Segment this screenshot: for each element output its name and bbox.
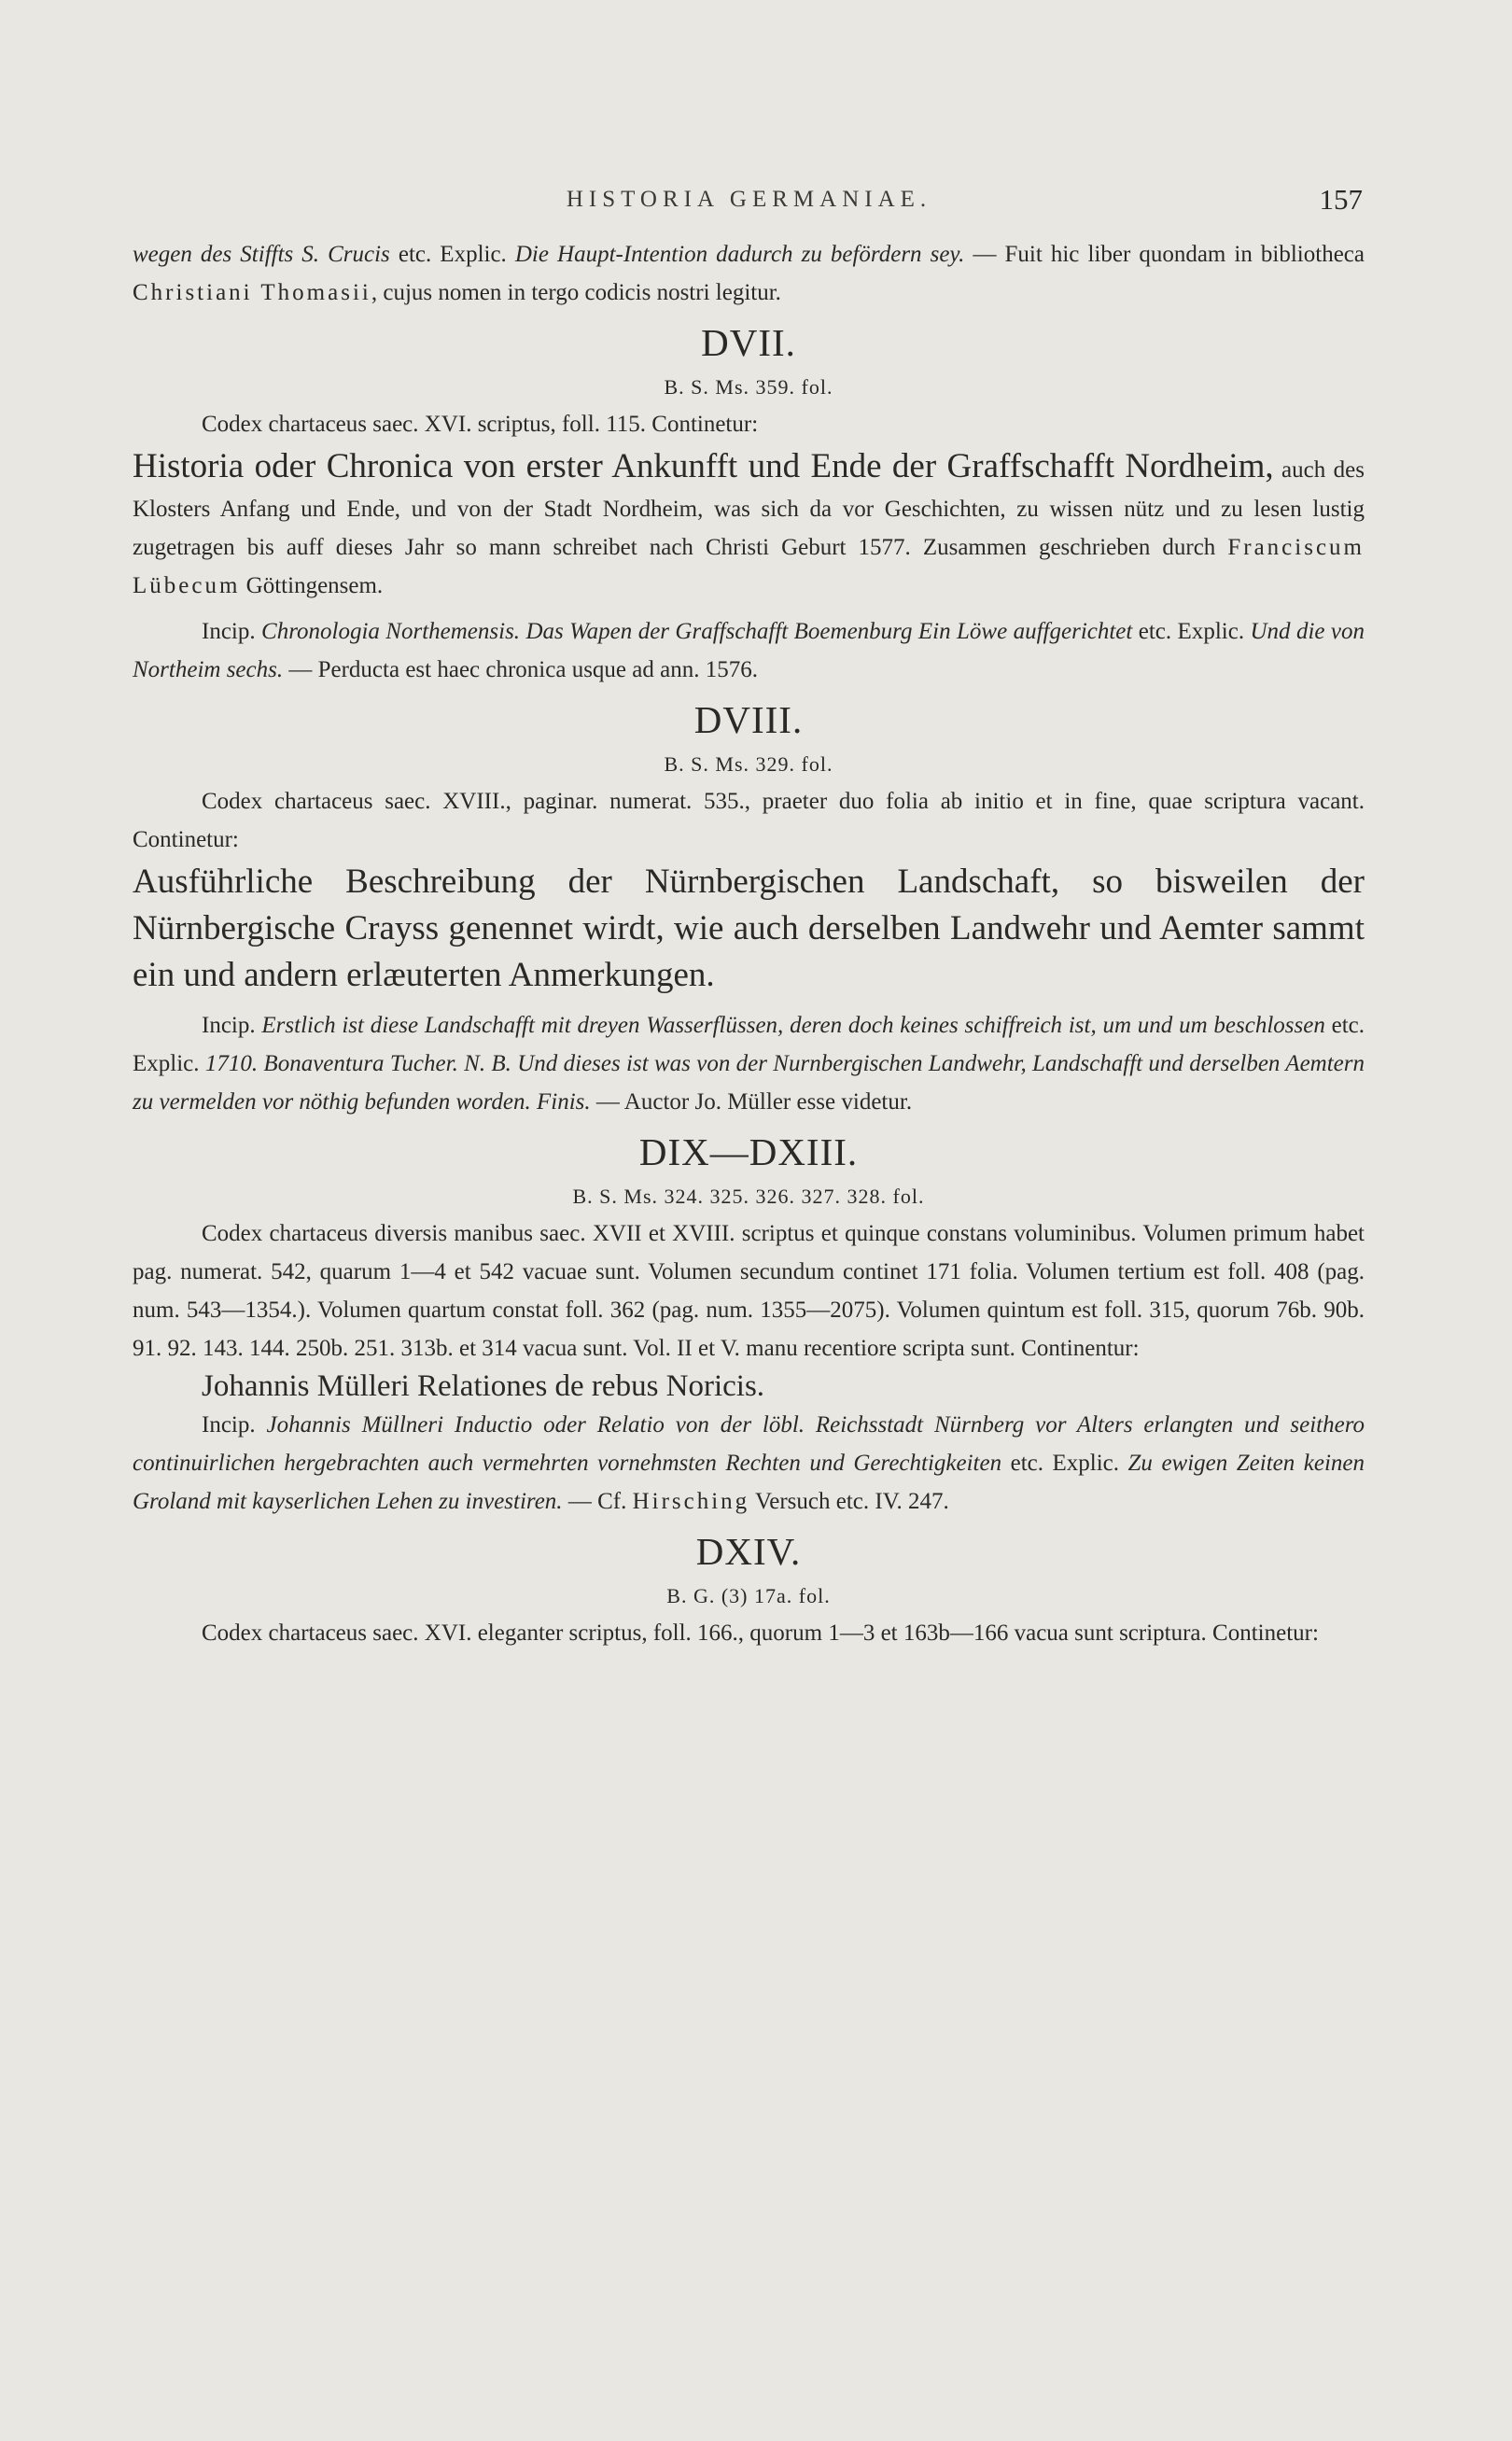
note-dix-author: Hirsching: [632, 1489, 750, 1514]
intro-plain-a: etc. Explic.: [389, 242, 515, 267]
description-dxiv: Codex chartaceus saec. XVI. eleganter scriptus, foll. 166., quorum 1—3 et 163b—166 vacua sunt scriptura. Continetur:: [202, 1620, 1319, 1646]
explic-text-dix-dxiii: Zu ewigen Zeiten keinen Groland mit kayserlichen Lehen zu investiren.: [133, 1451, 1365, 1514]
explic-text-dvii: Und die von Northeim sechs.: [133, 619, 1365, 682]
shelfmark-dxiv: B. G. (3) 17a. fol.: [666, 1584, 831, 1607]
intro-owner-name: Christiani Thomasii: [133, 280, 371, 305]
explic-label: etc. Explic.: [1001, 1451, 1128, 1476]
incip-label: Incip.: [202, 1412, 267, 1438]
incipit-dviii: [133, 1006, 1365, 1121]
title-dvii-author: Franciscum Lübecum: [133, 535, 1365, 598]
description-dvii: Codex chartaceus saec. XVI. scriptus, foll. 115. Continetur:: [202, 412, 759, 437]
entry-number-dvii: DVII.: [701, 321, 796, 364]
incipit-dvii: [133, 612, 1365, 689]
intro-rest-b: , cujus nomen in tergo codicis nostri legitur.: [371, 280, 781, 305]
incip-label: Incip.: [202, 1013, 262, 1038]
note-dix-a: — Cf.: [562, 1489, 633, 1514]
page-header: [135, 183, 1363, 224]
page-number: 157: [1319, 183, 1363, 216]
note-dvii: — Perducta est haec chronica usque ad ann. 1576.: [283, 657, 758, 682]
note-dix-b: Versuch etc. IV. 247.: [749, 1489, 949, 1514]
intro-paragraph: [133, 235, 1365, 312]
title-dvii-end: Göttingensem.: [240, 573, 384, 598]
running-title: HISTORIA GERMANIAE.: [566, 187, 932, 212]
incip-text-dix-dxiii: Johannis Müllneri Inductio oder Relatio von der löbl. Reichsstadt Nürnberg vor Alters erlangten und seithero continuirlichen hergebrachten auch vermehrten vornehmsten Rechten und Gerechtigkeiten: [133, 1412, 1365, 1476]
shelfmark-dix-dxiii: B. S. Ms. 324. 325. 326. 327. 328. fol.: [572, 1185, 925, 1208]
shelfmark-dvii: B. S. Ms. 359. fol.: [664, 375, 833, 399]
intro-rest-a: — Fuit hic liber quondam in bibliotheca: [964, 242, 1365, 267]
intro-italic-b: Die Haupt-Intention dadurch zu befördern sey.: [514, 242, 965, 267]
description-dviii: Codex chartaceus saec. XVIII., paginar. numerat. 535., praeter duo folia ab initio et in fine, quae scriptura vacant. Continetur:: [133, 789, 1365, 852]
description-dix-dxiii: Codex chartaceus diversis manibus saec. XVII et XVIII. scriptus et quinque constans voluminibus. Volumen primum habet pag. numerat. 542, quarum 1—4 et 542 vacuae sunt. Volumen secundum continet 171 folia. Volumen tertium est foll. 408 (pag. num. 543—1354.). Volumen quartum constat foll. 362 (pag. num. 1355—2075). Volumen quintum est foll. 315, quorum 76b. 90b. 91. 92. 143. 144. 250b. 251. 313b. et 314 vacua sunt. Vol. II et V. manu recentiore scripta sunt. Continentur:: [133, 1221, 1365, 1361]
explic-label: etc. Explic.: [133, 1013, 1365, 1076]
title-dvii-rest: auch des Klosters Anfang und Ende, und von der Stadt Nordheim, was sich da vor Geschichten, zu wissen nütz und zu lesen lustig zugetragen bis auff dieses Jahr so mann schreibet nach Christi Geburt 1577. Zusammen geschrieben durch: [133, 457, 1365, 560]
title-dvii: [133, 443, 1365, 605]
entry-number-dix-dxiii: DIX—DXIII.: [638, 1130, 859, 1173]
page-body: [133, 235, 1365, 1652]
title-dviii: Ausführliche Beschreibung der Nürnbergischen Landschaft, so bisweilen der Nürnbergische Crayss genennet wirdt, wie auch derselben Landwehr und Aemter sammt ein und andern erlæuterten Anmerkungen.: [133, 863, 1365, 994]
title-dvii-main: Historia oder Chronica von erster Ankunfft und Ende der Graffschafft Nordheim,: [133, 447, 1274, 485]
entry-number-dxiv: DXIV.: [695, 1530, 802, 1573]
explic-text-dviii: 1710. Bonaventura Tucher. N. B. Und dieses ist was von der Nurnbergischen Landwehr, Landschafft und derselben Aemtern zu vermelden vor nöthig befunden worden. Finis.: [133, 1051, 1365, 1115]
incip-text-dvii: Chronologia Northemensis. Das Wapen der Graffschafft Boemenburg Ein Löwe auffgerichtet: [261, 619, 1133, 644]
explic-label: etc. Explic.: [1132, 619, 1251, 644]
note-dviii: — Auctor Jo. Müller esse videtur.: [590, 1089, 913, 1115]
incipit-dix-dxiii: [133, 1406, 1365, 1521]
title-dix-dxiii: Johannis Mülleri Relationes de rebus Noricis.: [202, 1369, 765, 1403]
incip-text-dviii: Erstlich ist diese Landschafft mit dreyen Wasserflüssen, deren doch keines schiffreich ist, um und um beschlossen: [261, 1013, 1325, 1038]
incip-label: Incip.: [202, 619, 262, 644]
shelfmark-dviii: B. S. Ms. 329. fol.: [664, 752, 833, 776]
intro-italic-a: wegen des Stiffts S. Crucis: [133, 242, 390, 267]
entry-number-dviii: DVIII.: [693, 698, 804, 741]
